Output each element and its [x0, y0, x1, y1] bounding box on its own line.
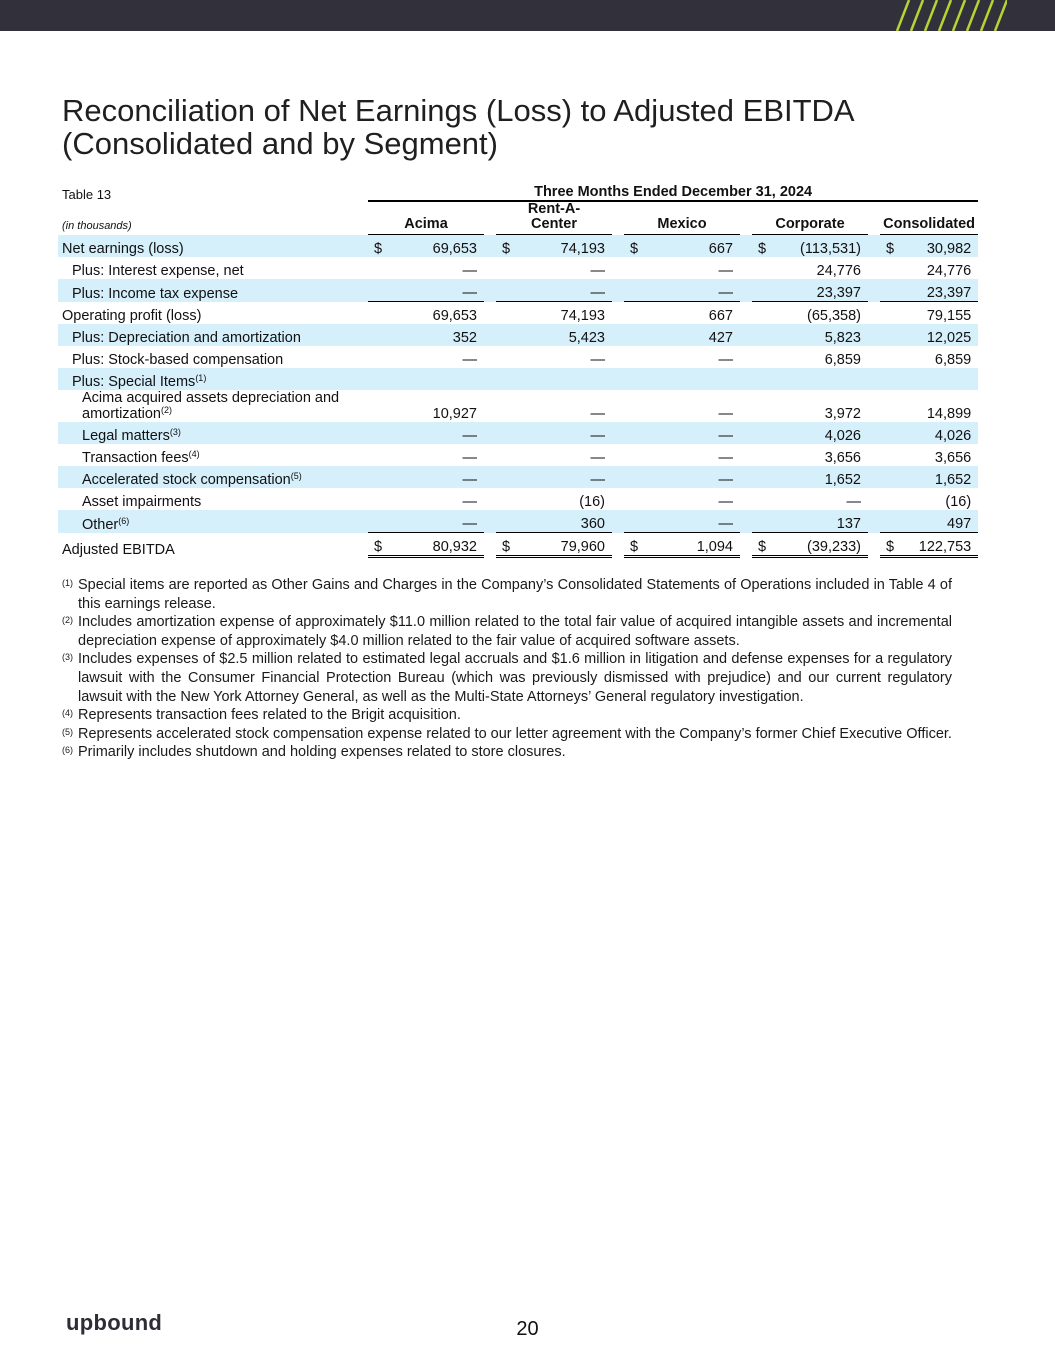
- footnote: [62, 613, 952, 650]
- dollar-sign: $: [496, 533, 516, 558]
- footnote-text: Represents accelerated stock compensation expense related to our letter agreement with the Company’s former Chief Executive Officer.: [78, 725, 952, 742]
- cell-value: —: [462, 352, 477, 368]
- cell-value: (65,358): [806, 308, 861, 324]
- cell-value: —: [516, 279, 612, 302]
- dollar-sign: $: [496, 235, 516, 257]
- dollar-sign: $: [368, 235, 388, 257]
- table-row: [58, 488, 978, 510]
- cell-value: 6,859: [824, 352, 861, 368]
- dollar-sign: $: [880, 533, 900, 558]
- cell-value: (113,531): [772, 235, 868, 257]
- cell-value: 10,927: [432, 406, 477, 422]
- footnote-text: Special items are reported as Other Gains and Charges in the Company’s Consolidated Statements of Operations included in Table 4 of this earnings release.: [78, 577, 952, 612]
- table-row: [58, 422, 978, 444]
- cell-value: —: [644, 466, 740, 488]
- cell-value: 74,193: [560, 308, 605, 324]
- cell-value: 74,193: [516, 235, 612, 257]
- dollar-sign: $: [752, 235, 772, 257]
- cell-value: 122,753: [900, 533, 978, 558]
- footnote-text: Includes amortization expense of approximately $11.0 million related to the total fair value of acquired intangible assets and incremental depreciation expense of approximately $4.0 million related to the fair value of acquired software assets.: [78, 614, 952, 649]
- cell-value: 14,899: [926, 406, 972, 422]
- cell-value: —: [516, 466, 612, 488]
- table-row: [58, 368, 978, 390]
- title-line-2: (Consolidated and by Segment): [62, 126, 498, 161]
- footnote-mark: (6): [62, 745, 73, 756]
- cell-value: —: [590, 406, 605, 422]
- cell-value: 427: [644, 324, 740, 346]
- column-header-acima: Acima: [368, 202, 484, 235]
- column-header-corporate: Corporate: [752, 202, 868, 235]
- cell-value: —: [718, 450, 733, 466]
- table-row: [58, 279, 978, 302]
- footnotes: [62, 576, 952, 762]
- row-label: Accelerated stock compensation$^{(5)}$: [58, 466, 368, 488]
- period-header: Three Months Ended December 31, 2024: [368, 178, 978, 202]
- footnote-text: Includes expenses of $2.5 million related to estimated legal accruals and $1.6 million in litigation and defense expenses for a regulatory lawsuit with the Consumer Financial Protection Bureau (which was previously dismissed with prejudice) and our current regulatory lawsuit with the New York Attorney General, as well as the Multi-State Attorneys’ General regulatory investigation.: [78, 651, 952, 705]
- row-label: Adjusted EBITDA: [62, 542, 175, 558]
- cell-value: —: [388, 422, 484, 444]
- row-label: Plus: Special Items$^{(1)}$: [58, 368, 368, 390]
- cell-value: 497: [900, 510, 978, 533]
- footnote-mark: (3): [62, 652, 73, 663]
- cell-value: 1,652: [900, 466, 978, 488]
- row-label: Asset impairments: [82, 494, 202, 510]
- cell-value: 30,982: [900, 235, 978, 257]
- cell-value: 1,094: [644, 533, 740, 558]
- cell-value: —: [388, 510, 484, 533]
- cell-value: 23,397: [772, 279, 868, 302]
- cell-value: 3,972: [824, 406, 861, 422]
- footnote-mark: (4): [62, 708, 73, 719]
- cell-value: —: [516, 422, 612, 444]
- cell-value: 23,397: [900, 279, 978, 302]
- cell-value: —: [718, 494, 733, 510]
- column-header-consolidated: Consolidated: [880, 202, 978, 235]
- footnote-mark: (1): [62, 578, 73, 588]
- table-row: [58, 346, 978, 368]
- reconciliation-table: [58, 178, 978, 558]
- cell-value: —: [388, 279, 484, 302]
- cell-value: 352: [388, 324, 484, 346]
- cell-value: 1,652: [772, 466, 868, 488]
- row-label: Acima acquired assets depreciation and amortization$^{(2)}$: [82, 390, 340, 422]
- footnote-text: Represents transaction fees related to the Brigit acquisition.: [78, 707, 461, 724]
- cell-value: —: [590, 352, 605, 368]
- top-banner: [0, 0, 1055, 31]
- dollar-sign: $: [880, 235, 900, 257]
- cell-value: 5,823: [772, 324, 868, 346]
- cell-value: —: [388, 466, 484, 488]
- table-row: [58, 510, 978, 533]
- cell-value: —: [590, 450, 605, 466]
- table-label: Table 13: [62, 187, 112, 202]
- cell-value: 24,776: [816, 263, 861, 279]
- table-row: [58, 324, 978, 346]
- title-line-1: Reconciliation of Net Earnings (Loss) to Adjusted EBITDA: [62, 93, 855, 128]
- column-header-rent-a-center: Rent-A- Center: [496, 202, 612, 235]
- cell-value: —: [644, 422, 740, 444]
- footnote: [62, 706, 952, 725]
- cell-value: 4,026: [900, 422, 978, 444]
- cell-value: 80,932: [388, 533, 484, 558]
- table-row: [58, 257, 978, 279]
- cell-value: —: [644, 510, 740, 533]
- cell-value: 69,653: [388, 235, 484, 257]
- table-row: [58, 466, 978, 488]
- cell-value: 5,423: [516, 324, 612, 346]
- row-label: Plus: Income tax expense: [58, 279, 368, 302]
- page-number: 20: [516, 1318, 539, 1340]
- footnote: [62, 743, 952, 762]
- cell-value: —: [462, 263, 477, 279]
- table-row: [58, 302, 978, 324]
- cell-value: 360: [516, 510, 612, 533]
- upbound-logo: upbound: [66, 1310, 163, 1335]
- footnote: [62, 725, 952, 744]
- cell-value: 69,653: [432, 308, 477, 324]
- row-label: Plus: Depreciation and amortization: [58, 324, 368, 346]
- cell-value: —: [718, 406, 733, 422]
- table-row: [58, 235, 978, 257]
- cell-value: (16): [945, 494, 972, 510]
- row-label: Plus: Interest expense, net: [72, 263, 244, 279]
- cell-value: (16): [579, 494, 605, 510]
- cell-value: 667: [644, 235, 740, 257]
- footnote: [62, 576, 952, 613]
- footnote: [62, 650, 952, 706]
- cell-value: (39,233): [772, 533, 868, 558]
- cell-value: 3,656: [934, 450, 972, 466]
- row-label: Other$^{(6)}$: [58, 510, 368, 533]
- cell-value: 79,155: [926, 308, 972, 324]
- cell-value: 137: [772, 510, 868, 533]
- table-row: [58, 533, 978, 558]
- row-label: Legal matters$^{(3)}$: [58, 422, 368, 444]
- cell-value: 6,859: [934, 352, 972, 368]
- decorative-stripes-icon: [895, 0, 1007, 31]
- row-label: Operating profit (loss): [62, 308, 202, 324]
- cell-value: 3,656: [824, 450, 861, 466]
- cell-value: 12,025: [900, 324, 978, 346]
- cell-value: 4,026: [772, 422, 868, 444]
- row-label: Plus: Stock-based compensation: [72, 352, 284, 368]
- table-row: [58, 390, 978, 422]
- dollar-sign: $: [624, 533, 644, 558]
- footnote-mark: (5): [62, 726, 73, 737]
- row-label: Net earnings (loss): [58, 235, 368, 257]
- dollar-sign: $: [368, 533, 388, 558]
- cell-value: 667: [708, 308, 733, 324]
- column-header-mexico: Mexico: [624, 202, 740, 235]
- footnote-mark: (2): [62, 615, 73, 626]
- dollar-sign: $: [624, 235, 644, 257]
- cell-value: 79,960: [516, 533, 612, 558]
- cell-value: —: [462, 494, 477, 510]
- dollar-sign: $: [752, 533, 772, 558]
- cell-value: —: [718, 263, 733, 279]
- page-title: [62, 94, 962, 160]
- cell-value: —: [644, 279, 740, 302]
- cell-value: —: [718, 352, 733, 368]
- cell-value: —: [590, 263, 605, 279]
- units-label: (in thousands): [62, 220, 132, 232]
- cell-value: 24,776: [926, 263, 972, 279]
- cell-value: —: [846, 494, 861, 510]
- table-row: [58, 444, 978, 466]
- cell-value: —: [462, 450, 477, 466]
- row-label: Transaction fees$^{(4)}$: [82, 449, 200, 466]
- footnote-text: Primarily includes shutdown and holding expenses related to store closures.: [78, 744, 566, 761]
